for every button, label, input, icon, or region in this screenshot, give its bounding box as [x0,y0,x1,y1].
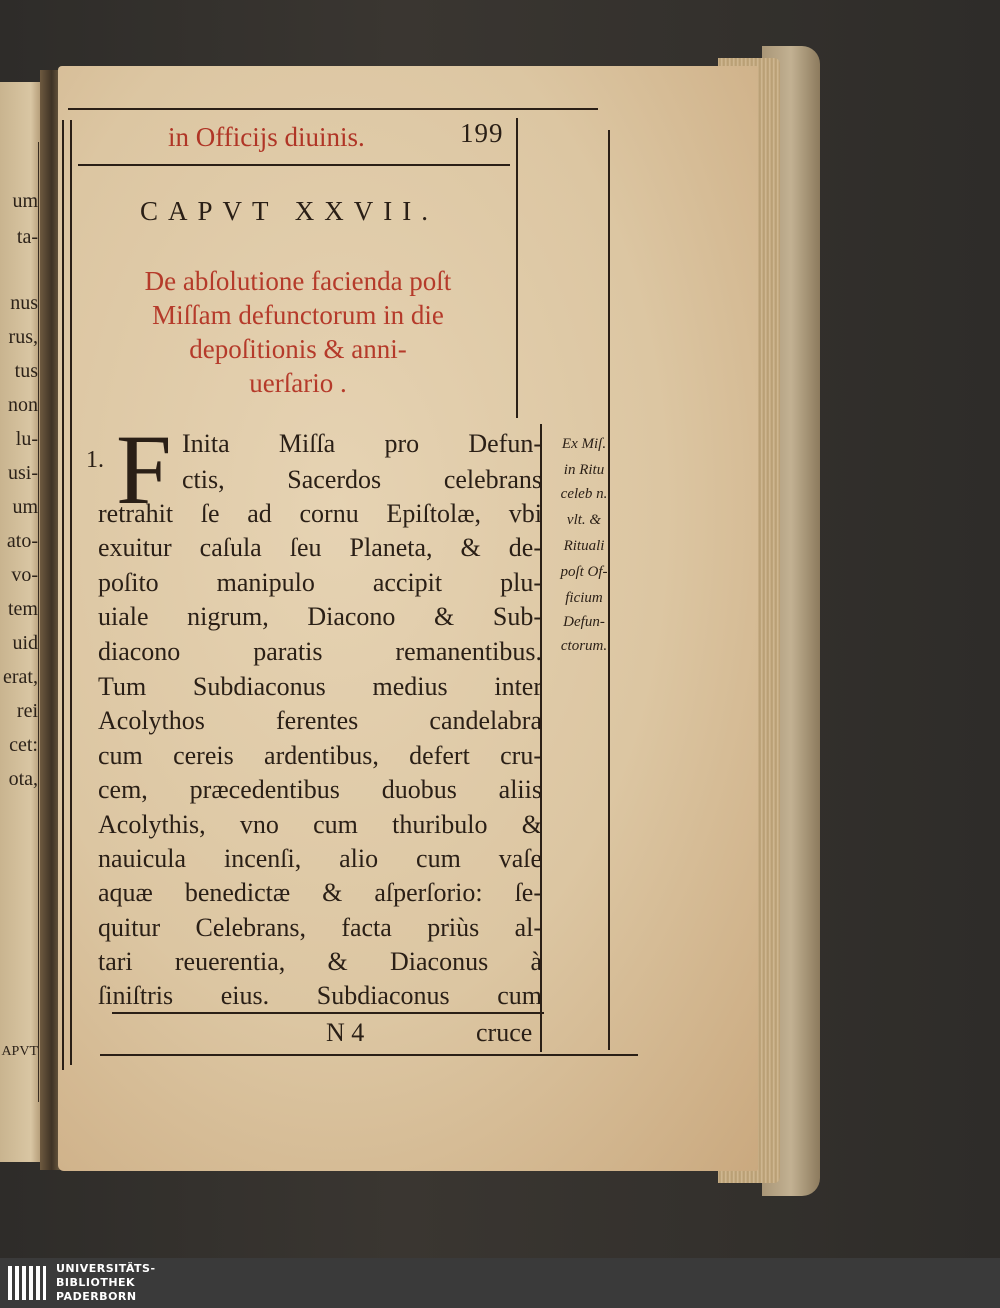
margin-note-line: Defun- [563,614,605,630]
left-fragment: rei [16,700,38,722]
left-fragment: nus [10,292,38,314]
left-fragment: non [8,394,38,416]
body-line: quitur Celebrans, facta priùs al- [98,913,542,942]
chapter-title-line: Miſſam defunctorum in die [152,300,444,330]
margin-note-line: Ex Miſ. [561,436,607,452]
chapter-title-line: uerſario . [249,368,347,398]
left-fragment: APVT [1,1044,38,1059]
left-page-rule [38,142,39,1102]
left-fragment: rus, [8,326,38,348]
page-number: 199 [460,118,504,148]
left-fragment: usi- [8,462,38,484]
body-line: diacono paratis remanentibus. [98,637,542,666]
chapter-title-line: De abſolutione facienda poſt [144,266,452,296]
footer-rule [112,1012,544,1014]
running-title: in Officijs diuinis. [168,122,365,152]
margin-note-line: Rituali [563,538,605,554]
left-fragment: um [12,496,38,518]
body-line: poſito manipulo accipit plu- [98,568,542,597]
library-name-line: PADERBORN [56,1290,137,1303]
library-name-line: UNIVERSITÄTS- [56,1262,156,1275]
left-fragment: vo- [11,564,38,586]
body-line: Acolythos ferentes candelabra [98,706,542,735]
signature-mark: N 4 [326,1018,365,1047]
margin-note-line: in Ritu [563,462,605,478]
body-line: ſiniſtris eius. Subdiaconus cum [98,981,542,1010]
library-name-line: BIBLIOTHEK [56,1276,136,1289]
chapter-heading: CAPVT XXVII. [140,196,439,226]
frame-rule-left-inner [70,120,72,1065]
body-line: ctis, Sacerdos celebrans [182,465,542,494]
paragraph-number: 1. [86,447,104,473]
margin-note-line: celeb n. [560,486,608,502]
body-line: tari reuerentia, & Diaconus à [98,947,542,976]
margin-note-line: ctorum. [560,638,608,654]
left-fragment: erat, [3,666,38,688]
body-line: cum cereis ardentibus, defert cru- [98,741,542,770]
drop-cap: F [116,414,172,525]
body-line: retrahit ſe ad cornu Epiſtolæ, vbi [98,499,542,528]
body-line: nauicula incenſi, alio cum vaſe [98,844,542,873]
left-fragment: ta- [16,226,38,248]
left-fragment: lu- [15,428,38,450]
left-fragment: uid [12,632,38,654]
body-line: aquæ benedictæ & aſperſorio: ſe- [98,878,542,907]
catchword: cruce [476,1018,533,1047]
margin-note-line: poſt Of- [560,564,608,580]
frame-rule-left-outer [62,120,64,1070]
left-fragment: um [12,190,38,212]
frame-rule-bottom [100,1054,638,1056]
left-fragment: ota, [8,768,38,790]
left-fragment: cet: [9,734,38,756]
frame-rule-top [68,108,598,110]
left-fragment: tem [8,598,38,620]
chapter-title-line: depoſitionis & anni- [189,334,407,364]
header-rule [78,164,510,166]
left-fragment: ato- [6,530,38,552]
body-line: exuitur caſula ſeu Planeta, & de- [98,533,542,562]
left-fragment: tus [14,360,38,382]
margin-note-line: ficium [565,590,603,606]
body-line: Acolythis, vno cum thuribulo & [98,810,542,839]
body-line: Inita Miſſa pro Defun- [182,429,542,458]
margin-note-line: vlt. & [566,512,602,528]
body-line: cem, præcedentibus duobus aliis [98,775,542,804]
body-line: uiale nigrum, Diacono & Sub- [98,602,542,631]
body-line: Tum Subdiaconus medius inter [98,672,542,701]
library-logo-icon [6,1262,48,1304]
left-facing-page [0,82,44,1162]
